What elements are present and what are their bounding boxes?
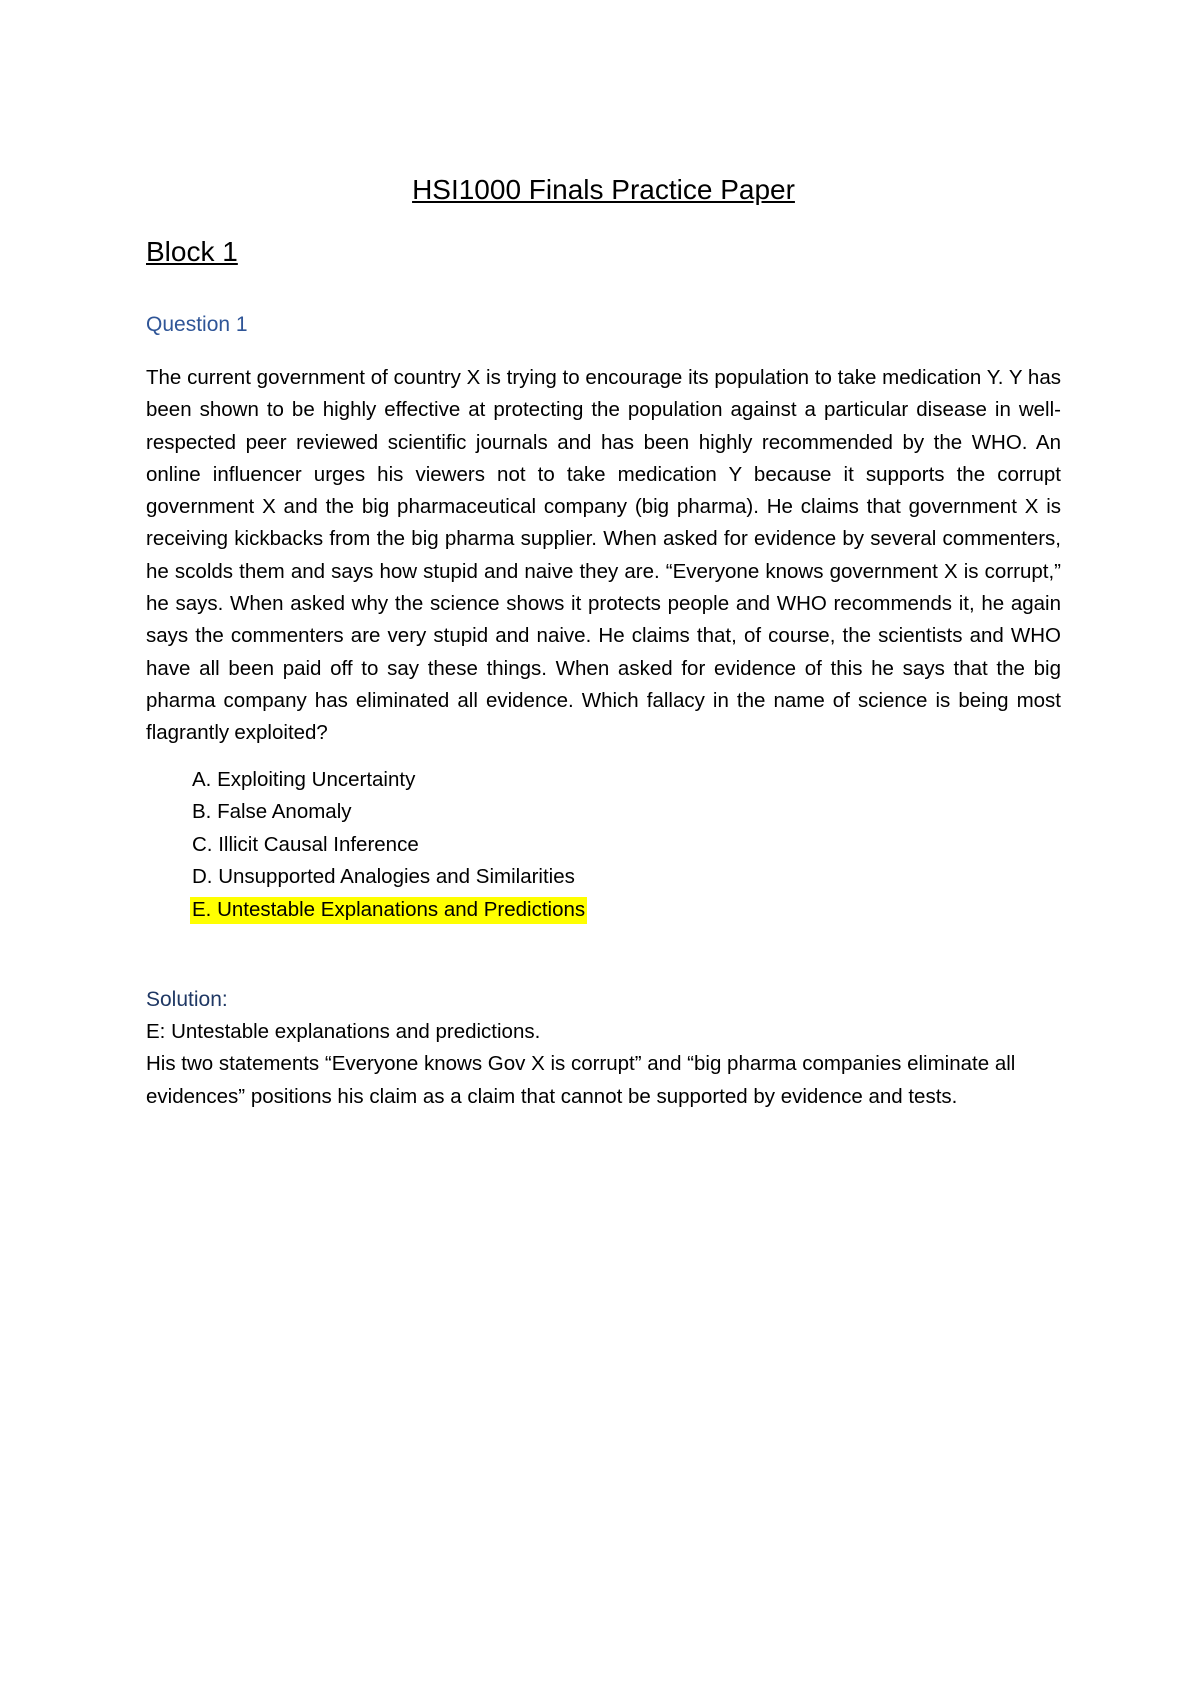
option-b-label: B. False Anomaly [192, 800, 352, 824]
question-text: The current government of country X is trying to encourage its population to take medication Y. Y has been shown to be highly effective at protecting the population against a particular disease in well-respected peer reviewed scientific journals and has been highly recommended by the WHO. An online influencer urges his viewers not to take medication Y because it supports the corrupt government X and the big pharmaceutical company (big pharma). He claims that government X is receiving kickbacks from the big pharma supplier. When asked for evidence by several commenters, he scolds them and says how stupid and naive they are. “Everyone knows government X is corrupt,” he says. When asked why the science shows it protects people and WHO recommends it, he again says the commenters are very stupid and naive. He claims that, of course, the scientists and WHO have all been paid off to say these things. When asked for evidence of this he says that the big pharma company has eliminated all evidence. Which fallacy in the name of science is being most flagrantly exploited? [146, 366, 1061, 745]
option-d-label: D. Unsupported Analogies and Similarities [192, 865, 575, 889]
question-label: Question 1 [146, 313, 248, 336]
solution-body [146, 1016, 1061, 1113]
document-content [146, 170, 1061, 1113]
option-a-label: A. Exploiting Uncertainty [192, 767, 416, 791]
option-a [190, 764, 1061, 797]
option-e [190, 894, 1061, 927]
option-c-label: C. Illicit Causal Inference [192, 832, 419, 856]
solution-answer: E: Untestable explanations and predictions. [146, 1020, 541, 1044]
solution-explanation: His two statements “Everyone knows Gov X is corrupt” and “big pharma companies eliminate all evidences” positions his claim as a claim that cannot be supported by evidence and tests. [146, 1052, 1016, 1108]
block-title: Block 1 [146, 236, 238, 267]
document-title: HSI1000 Finals Practice Paper [412, 174, 795, 205]
option-d [190, 861, 1061, 894]
solution-label: Solution: [146, 988, 228, 1012]
option-e-label: E. Untestable Explanations and Predictions [190, 897, 587, 924]
answer-options [146, 764, 1061, 927]
option-b [190, 796, 1061, 829]
option-c [190, 829, 1061, 862]
